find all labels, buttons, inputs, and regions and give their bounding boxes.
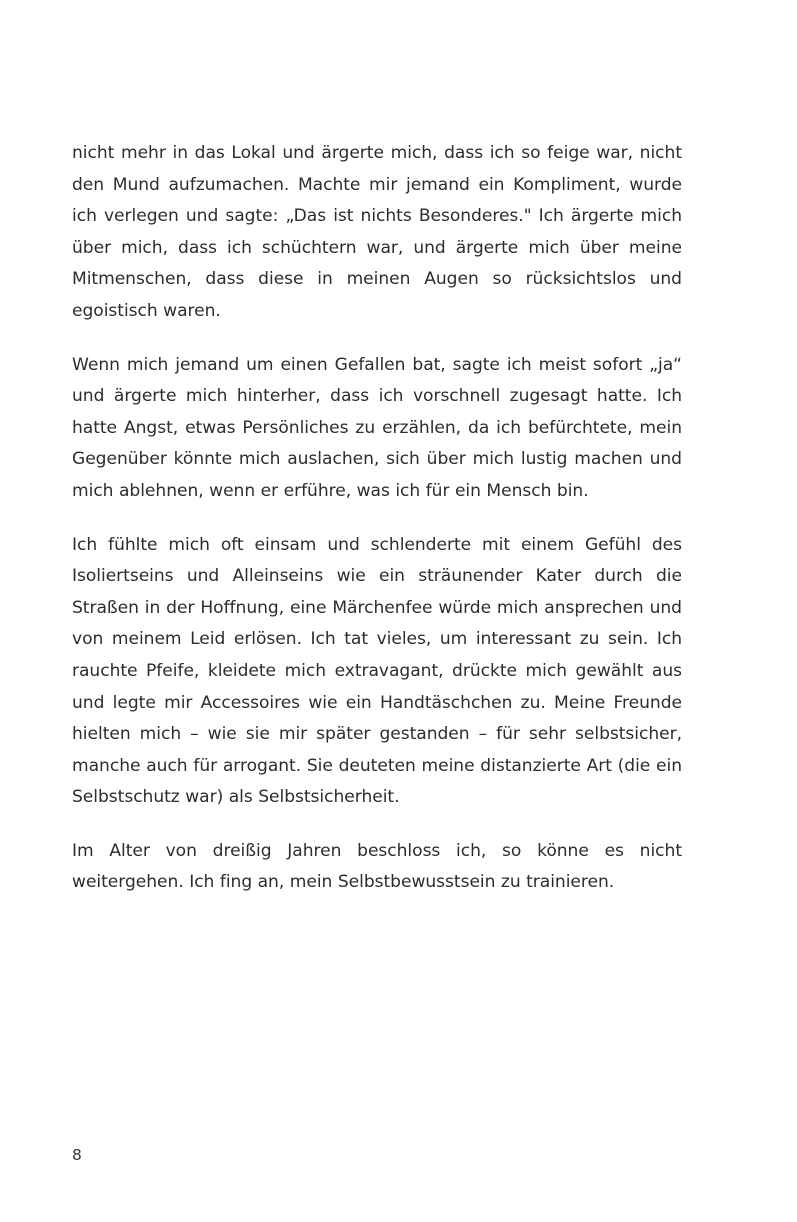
body-paragraph-4: Im Alter von dreißig Jahren beschloss ich, so könne es nicht weitergehen. Ich fing an, mein Selbstbewusstsein zu trainieren. [72,840,682,893]
body-paragraph-1: nicht mehr in das Lokal und ärgerte mich, dass ich so feige war, nicht den Mund aufzumachen. Machte mir jemand ein Kompliment, wurde ich verlegen und sagte: „Das ist nichts Besonderes." Ich ärgerte mich über mich, dass ich schüchtern war, und ärgerte mich über meine Mitmenschen, dass diese in meinen Augen so rücksichtslos und egoistisch waren. [72,143,682,321]
body-text-column [72,138,682,899]
body-paragraph-2: Wenn mich jemand um einen Gefallen bat, sagte ich meist sofort „ja“ und ärgerte mich hinterher, dass ich vorschnell zugesagt hatte. Ich hatte Angst, etwas Persönliches zu erzählen, da ich befürchtete, mein Gegenüber könnte mich auslachen, sich über mich lustig machen und mich ablehnen, wenn er erführe, was ich für ein Mensch bin. [72,354,682,501]
body-paragraph-3: Ich fühlte mich oft einsam und schlenderte mit einem Gefühl des Isoliertseins und Alleinseins wie ein sträunender Kater durch die Straßen in der Hoffnung, eine Märchenfee würde mich ansprechen und von meinem Leid erlösen. Ich tat vieles, um interessant zu sein. Ich rauchte Pfeife, kleidete mich extravagant, drückte mich gewählt aus und legte mir Accessoires wie ein Handtäschchen zu. Meine Freunde hielten mich – wie sie mir später gestanden – für sehr selbstsicher, manche auch für arrogant. Sie deuteten meine distanzierte Art (die ein Selbstschutz war) als Selbstsicherheit. [72,534,682,808]
page-number: 8 [72,1146,82,1164]
